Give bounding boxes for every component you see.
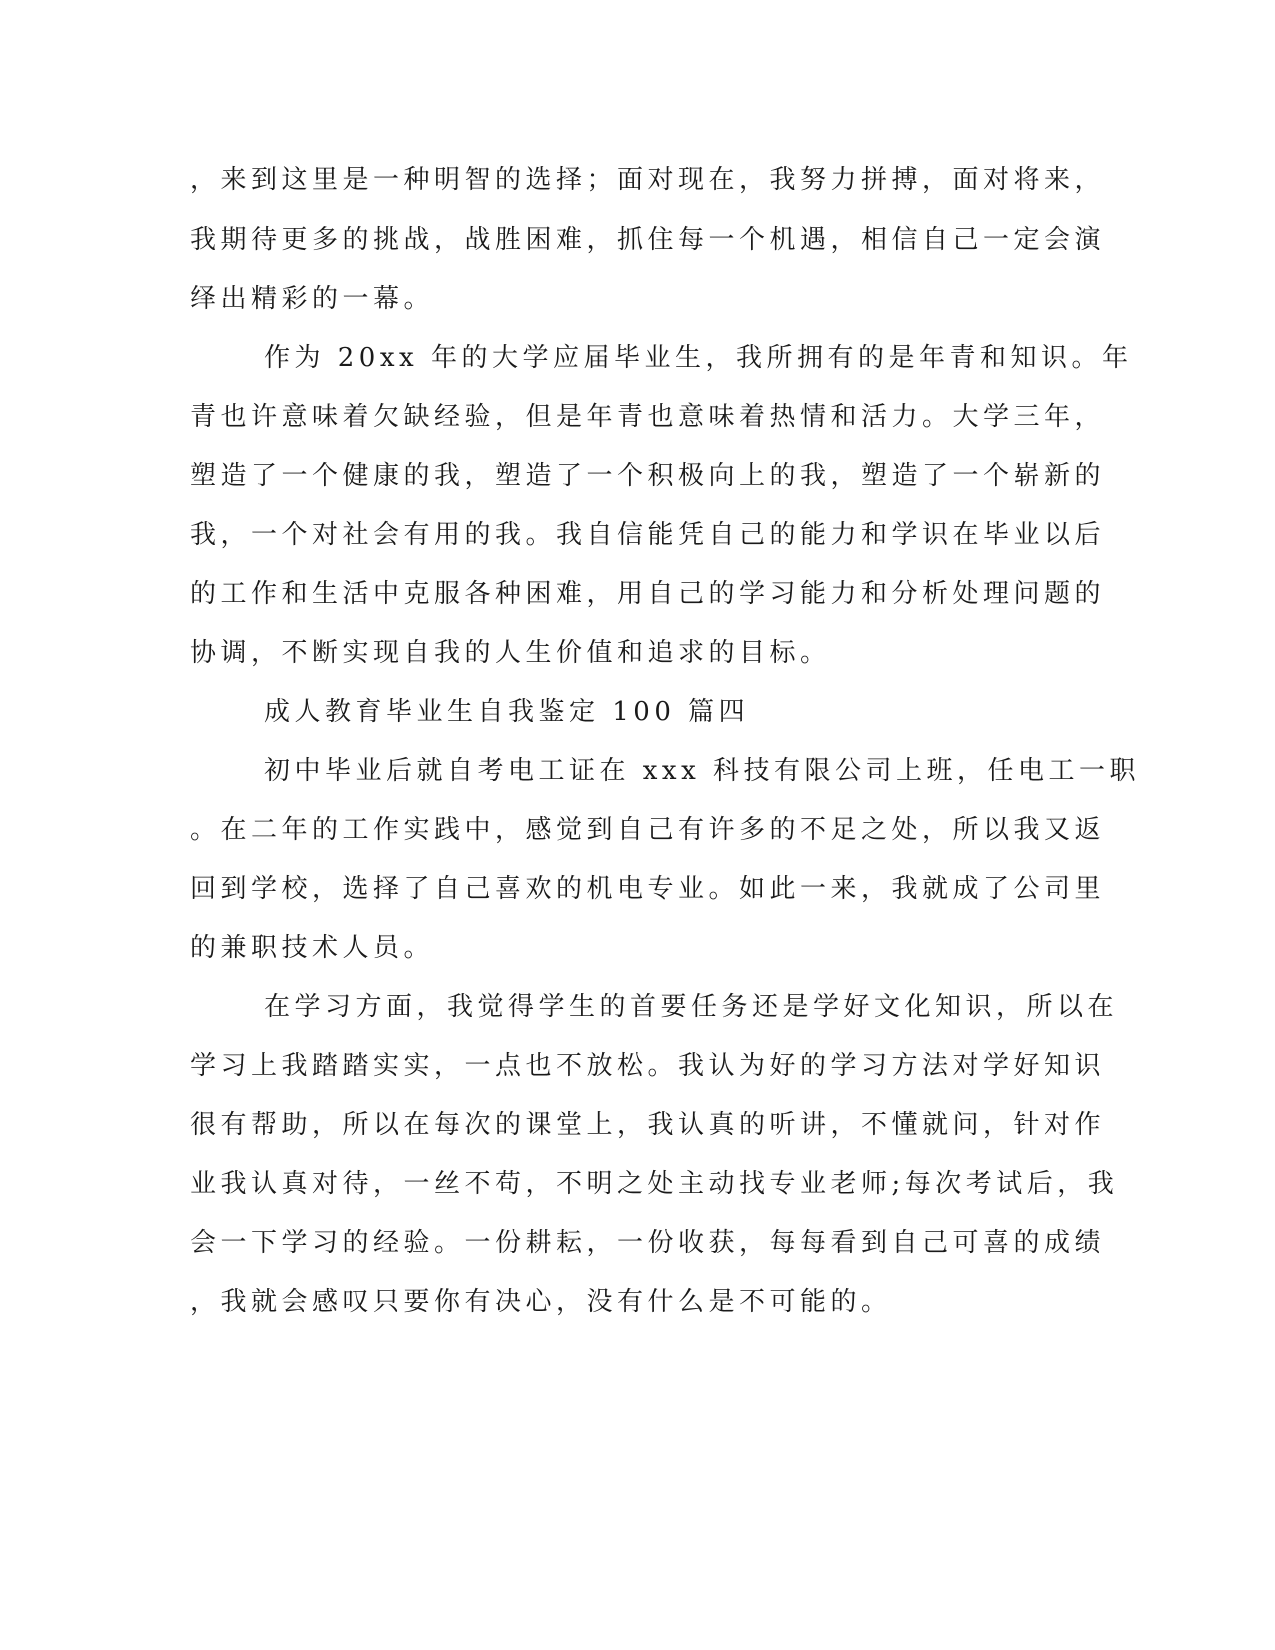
text-line: 塑造了一个健康的我，塑造了一个积极向上的我，塑造了一个崭新的: [190, 461, 1106, 491]
text-line: 协调，不断实现自我的人生价值和追求的目标。: [190, 638, 831, 668]
text-line: 我，一个对社会有用的我。我自信能凭自己的能力和学识在毕业以后: [190, 520, 1106, 550]
paragraph-first-line: 在学习方面，我觉得学生的首要任务还是学好文化知识，所以在: [264, 992, 1119, 1022]
text-line: 的工作和生活中克服各种困难，用自己的学习能力和分析处理问题的: [190, 579, 1106, 609]
text-line: 会一下学习的经验。一份耕耘，一份收获，每每看到自己可喜的成绩: [190, 1228, 1106, 1258]
text-line: ，来到这里是一种明智的选择；面对现在，我努力拼搏，面对将来，: [190, 165, 1106, 195]
text-line: 我期待更多的挑战，战胜困难，抓住每一个机遇，相信自己一定会演: [190, 225, 1106, 255]
text-line: 很有帮助，所以在每次的课堂上，我认真的听讲，不懂就问，针对作: [190, 1110, 1106, 1140]
text-line: ，我就会感叹只要你有决心，没有什么是不可能的。: [190, 1287, 892, 1317]
text-line: 青也许意味着欠缺经验，但是年青也意味着热情和活力。大学三年，: [190, 402, 1106, 432]
text-line: 业我认真对待，一丝不苟，不明之处主动找专业老师;每次考试后，我: [190, 1169, 1119, 1199]
text-line: 。在二年的工作实践中，感觉到自己有许多的不足之处，所以我又返: [190, 815, 1106, 845]
text-line: 绎出精彩的一幕。: [190, 284, 435, 314]
text-line: 的兼职技术人员。: [190, 933, 435, 963]
paragraph-first-line: 初中毕业后就自考电工证在 xxx 科技有限公司上班，任电工一职: [264, 756, 1141, 786]
text-line: 回到学校，选择了自己喜欢的机电专业。如此一来，我就成了公司里: [190, 874, 1106, 904]
paragraph-first-line: 作为 20xx 年的大学应届毕业生，我所拥有的是年青和知识。年: [264, 343, 1133, 373]
section-heading: 成人教育毕业生自我鉴定 100 篇四: [264, 697, 750, 727]
text-line: 学习上我踏踏实实，一点也不放松。我认为好的学习方法对学好知识: [190, 1051, 1106, 1081]
